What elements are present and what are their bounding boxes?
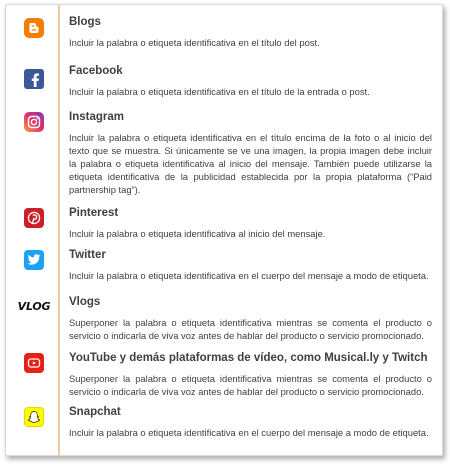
entry-title: Instagram <box>69 111 124 123</box>
entry-title: Blogs <box>69 16 101 28</box>
entry-description: Incluir la palabra o etiqueta identificativa al inicio del mensaje. <box>69 228 326 239</box>
twitter-icon <box>24 250 44 270</box>
entry-description: Incluir la palabra o etiqueta identificativa en el título encima de la foto o al inicio del texto que se muestra. Si únicamente se ve una imagen, la propia imagen debe incluir la palabra o etiqueta identificativa al inicio del mensaje. También puede utilizarse la etiqueta identificativa de la publicidad establecida por la propia plataforma (“Paid partnership tag”). <box>69 132 432 195</box>
entry-title: Facebook <box>69 65 123 77</box>
entry-title: Pinterest <box>69 207 119 219</box>
entry-description: Incluir la palabra o etiqueta identificativa en el cuerpo del mensaje a modo de etiqueta. <box>69 427 429 438</box>
vlog-logo-icon <box>17 299 51 313</box>
entry-description: Incluir la palabra o etiqueta identificativa en el título del post. <box>69 37 320 48</box>
youtube-icon <box>24 353 44 373</box>
entry-title: Twitter <box>69 249 106 261</box>
entry-description: Superponer la palabra o etiqueta identificativa mientras se comenta el producto o servicio o indicarla de viva voz antes de hablar del producto o servicio promocionado. <box>69 373 432 397</box>
instagram-icon <box>24 112 44 132</box>
vlog-logo-text: VLOG <box>17 299 51 313</box>
platform-guidelines-card <box>5 4 443 456</box>
snapchat-icon <box>24 407 44 427</box>
entry-title: Vlogs <box>69 296 101 308</box>
entry-description: Incluir la palabra o etiqueta identificativa en el título de la entrada o post. <box>69 86 370 97</box>
pinterest-icon <box>24 208 44 228</box>
blogger-icon <box>24 18 44 38</box>
entry-description: Incluir la palabra o etiqueta identificativa en el cuerpo del mensaje a modo de etiqueta. <box>69 270 429 281</box>
facebook-icon <box>24 69 44 89</box>
timeline-line <box>58 5 60 455</box>
entry-title: YouTube y demás plataformas de vídeo, como Musical.ly y Twitch <box>69 352 428 364</box>
entry-description: Superponer la palabra o etiqueta identificativa mientras se comenta el producto o servicio o indicarla de viva voz antes de hablar del producto o servicio promocionado. <box>69 317 432 341</box>
entry-title: Snapchat <box>69 406 121 418</box>
